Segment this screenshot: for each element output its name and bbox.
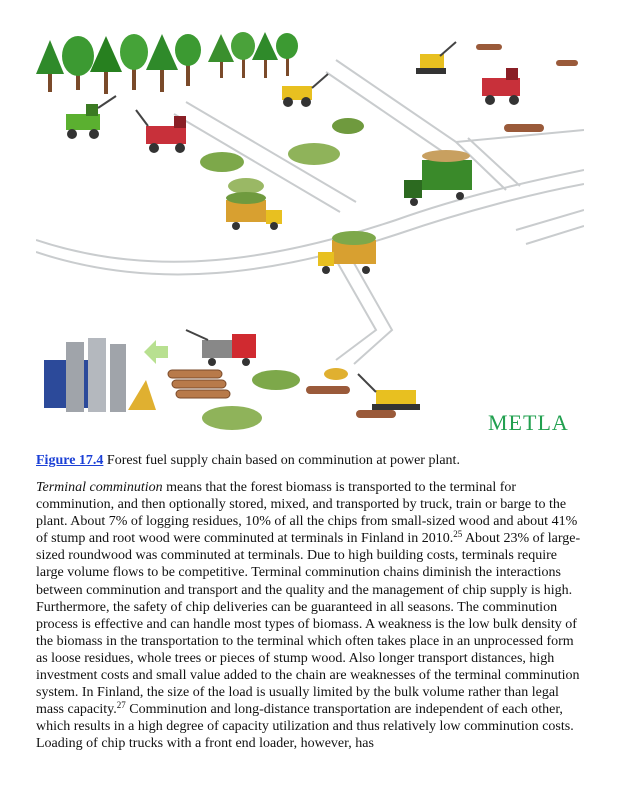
truck-yellow-1 [226, 192, 282, 230]
terminal-residue-piles [202, 368, 348, 430]
metla-logo: METLA [488, 410, 569, 435]
paragraph-term: Terminal comminution [36, 480, 163, 495]
forwarder-red [136, 110, 186, 153]
roundwood-pile [168, 370, 230, 398]
footnote-ref-25[interactable]: 25 [453, 529, 463, 540]
chip-truck-green [404, 150, 472, 206]
forest-trees-right [208, 32, 298, 78]
supply-chain-illustration [36, 30, 584, 442]
paragraph-part-2: About 23% of large-sized roundwood was comminuted at terminals. Due to high building costs, terminals require large volume flows to be competitive. Terminal comminution chains diminish the interactions between comminution and transport and the quality and the management of chip supply is high. Furthermore, the safety of chip deliveries can be guaranteed in all seasons. The comminution process is effective and can handle most types of biomass. A weakness is the low bulk density of the biomass in the transportation to the terminal which often takes place in an unprocessed form as loose residues, whole trees or pieces of stump wood. Also longer transport distances, high investment costs and small value added to the chain are weaknesses of the terminal comminution system. In Finland, the size of the load is usually limited by the bulk volume rather than legal mass capacity. [36, 531, 581, 718]
stump-piles [306, 44, 578, 418]
paragraph-part-3: Comminution and long-distance transportation are independent of each other, which results in a high degree of capacity utilization and thus relatively low comminution costs. Loading of chip trucks with a front end loader, however, has [36, 702, 574, 752]
footnote-ref-27[interactable]: 27 [116, 700, 126, 711]
power-plant [44, 338, 156, 412]
caption-text: Forest fuel supply chain based on comminution at power plant. [103, 453, 460, 468]
body-paragraph [36, 479, 584, 753]
excavator-top [416, 42, 456, 74]
figure-link[interactable]: Figure 17.4 [36, 453, 104, 468]
figure-caption [36, 452, 584, 470]
paragraph-part-1: means that the forest biomass is transported to the terminal for comminution, and then optionally stored, mixed, and transported by truck, train or barge to the plant. About 7% of logging residues, 10% of all the chips from small-sized wood and about 41% of stump and root wood were comminuted at terminals in Finland in 2010. [36, 480, 578, 547]
forwarder-green [66, 96, 116, 139]
forwarder-top-right [482, 68, 520, 105]
crusher-excavator [358, 374, 420, 410]
yellow-harvester [282, 74, 328, 107]
road-network [36, 60, 584, 364]
delivery-arrow [144, 340, 168, 364]
chipper-truck [186, 330, 256, 366]
residue-piles [200, 118, 364, 194]
forest-trees-left [36, 34, 201, 94]
truck-yellow-2 [318, 231, 376, 274]
